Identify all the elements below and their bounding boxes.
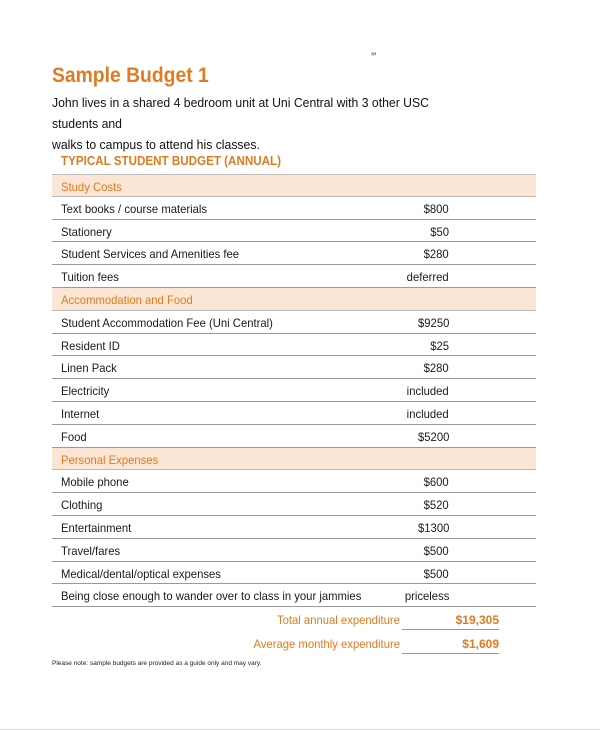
- section-heading-label: Accommodation and Food: [61, 292, 193, 307]
- row-label: Internet: [61, 406, 100, 421]
- total-annual-label: Total annual expenditure: [277, 613, 401, 627]
- intro-line-2: walks to campus to attend his classes.: [52, 137, 260, 152]
- row-amount: $600: [423, 475, 449, 490]
- row-amount: included: [406, 406, 449, 421]
- row-label: Clothing: [61, 498, 103, 513]
- table-row: [52, 470, 536, 493]
- row-amount: $5200: [417, 429, 449, 444]
- average-monthly-value: $1,609: [462, 637, 499, 651]
- row-label: Medical/dental/optical expenses: [61, 566, 221, 581]
- table-row: [52, 242, 536, 265]
- table-row: [52, 584, 536, 607]
- budget-table: [52, 174, 536, 607]
- row-amount: $280: [423, 361, 449, 376]
- row-label: Resident ID: [61, 338, 120, 353]
- section-heading-label: Personal Expenses: [61, 452, 159, 467]
- page-title: Sample Budget 1: [52, 64, 209, 87]
- row-amount: $25: [430, 338, 449, 353]
- table-row: [52, 311, 536, 334]
- row-amount: $500: [423, 566, 449, 581]
- table-row: [52, 220, 536, 243]
- intro-paragraph: [52, 92, 447, 155]
- table-title: TYPICAL STUDENT BUDGET (ANNUAL): [61, 154, 282, 168]
- row-label: Tuition fees: [61, 270, 119, 285]
- average-monthly-row: [52, 632, 536, 655]
- row-amount: $280: [423, 247, 449, 262]
- table-row: [52, 379, 536, 402]
- row-amount: $9250: [417, 315, 449, 330]
- table-row: [52, 356, 536, 379]
- row-label: Entertainment: [61, 520, 132, 535]
- row-label: Being close enough to wander over to class in your jammies: [61, 589, 362, 604]
- table-row: [52, 425, 536, 448]
- row-amount: $800: [423, 201, 449, 216]
- table-row: [52, 265, 536, 288]
- average-monthly-cell: [402, 632, 499, 654]
- row-amount: $50: [430, 224, 449, 239]
- table-row: [52, 493, 536, 516]
- table-row: [52, 562, 536, 585]
- row-label: Student Services and Amenities fee: [61, 247, 240, 262]
- row-amount: priceless: [404, 589, 449, 604]
- row-amount: $1300: [417, 520, 449, 535]
- section-heading: [52, 174, 536, 197]
- table-row: [52, 402, 536, 425]
- table-row: [52, 539, 536, 562]
- page-mark: ‴: [372, 50, 376, 64]
- row-label: Student Accommodation Fee (Uni Central): [61, 315, 273, 330]
- total-annual-cell: [402, 608, 499, 630]
- row-label: Linen Pack: [61, 361, 117, 376]
- row-amount: $500: [423, 543, 449, 558]
- row-label: Text books / course materials: [61, 201, 208, 216]
- row-label: Electricity: [61, 384, 110, 399]
- row-label: Stationery: [61, 224, 112, 239]
- average-monthly-label: Average monthly expenditure: [253, 637, 401, 651]
- total-annual-row: [52, 608, 536, 631]
- row-label: Mobile phone: [61, 475, 129, 490]
- table-row: [52, 334, 536, 357]
- row-amount: deferred: [406, 270, 449, 285]
- section-heading-label: Study Costs: [61, 180, 122, 194]
- table-row: [52, 516, 536, 539]
- row-amount: included: [406, 384, 449, 399]
- total-annual-value: $19,305: [455, 613, 499, 627]
- row-amount: $520: [423, 498, 449, 513]
- row-label: Food: [61, 429, 87, 444]
- section-heading: [52, 448, 536, 471]
- table-row: [52, 197, 536, 220]
- section-heading: [52, 288, 536, 311]
- row-label: Travel/fares: [61, 543, 121, 558]
- footnote: Please note: sample budgets are provided as a guide only and may vary.: [52, 660, 262, 667]
- intro-line-1: John lives in a shared 4 bedroom unit at Uni Central with 3 other USC students and: [52, 95, 429, 131]
